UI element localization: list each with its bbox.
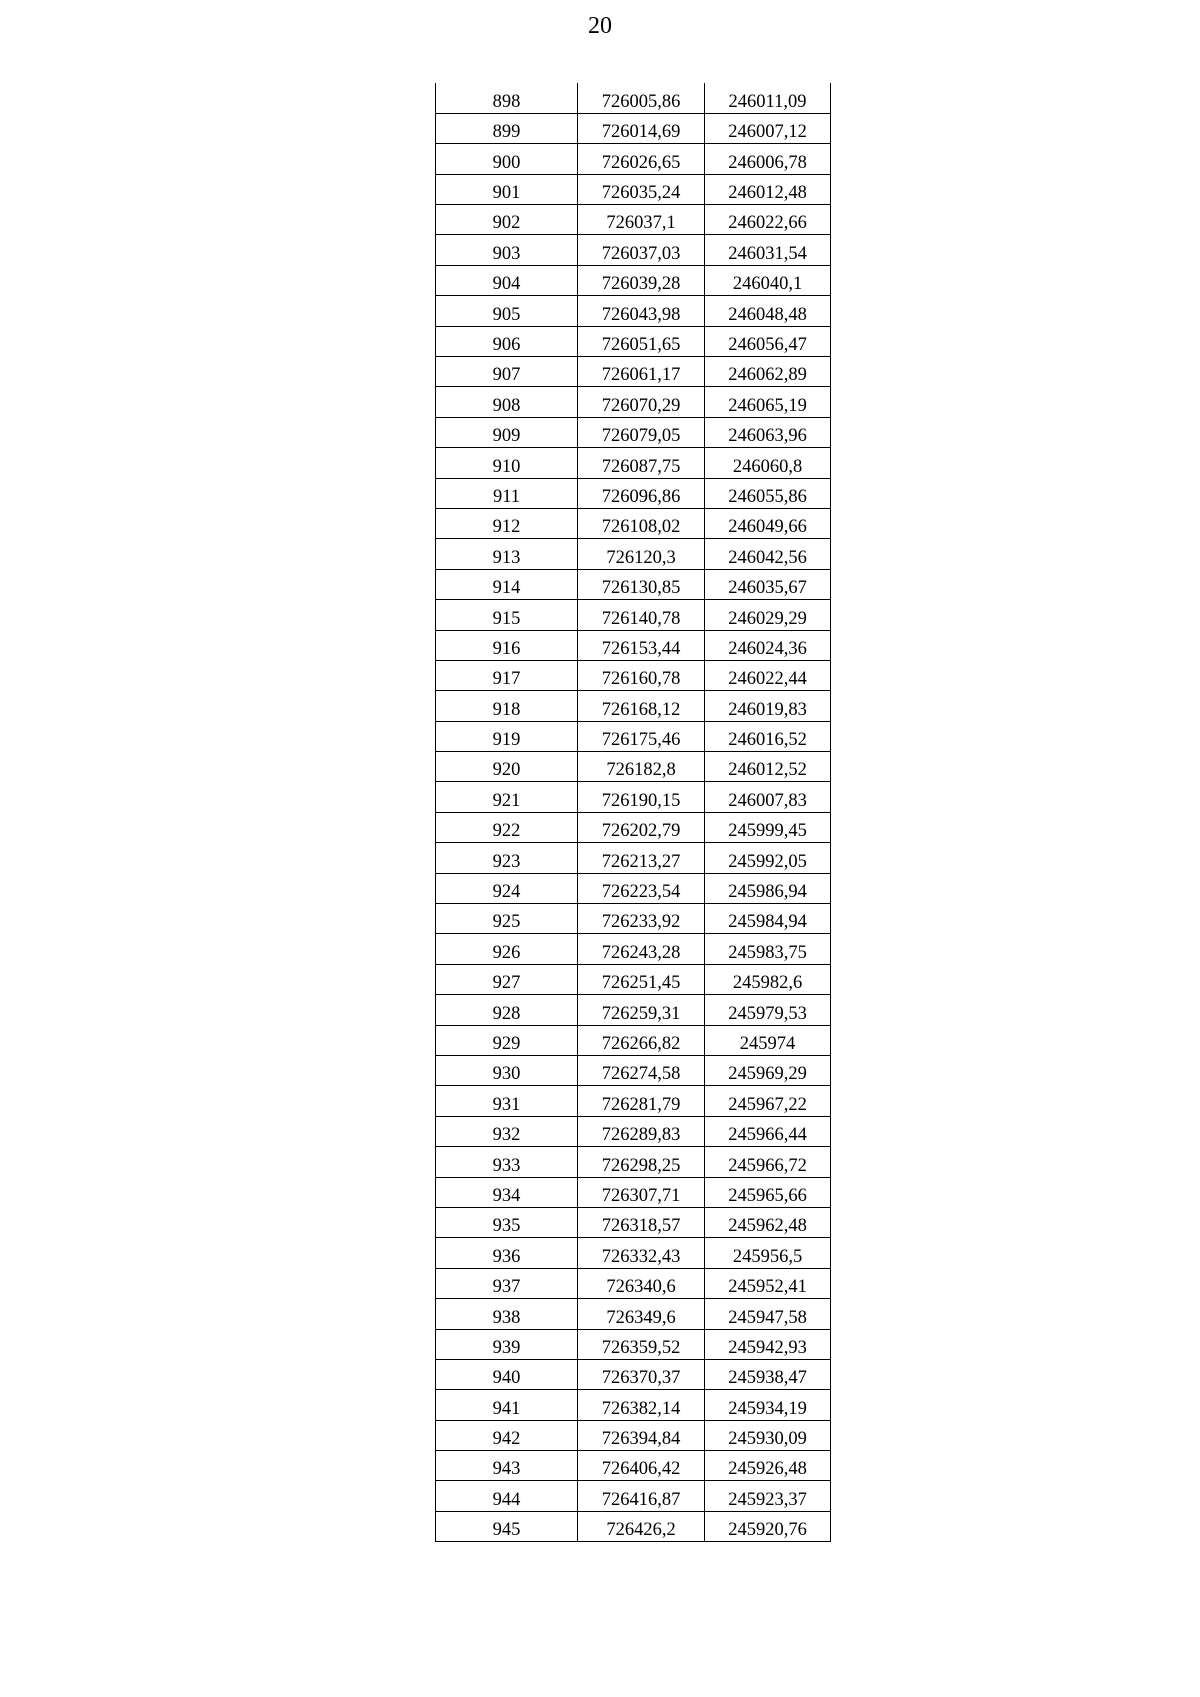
table-row [436,387,831,417]
y-coordinate-cell: 245926,48 [705,1451,831,1481]
x-coordinate-cell: 726318,57 [578,1207,705,1237]
point-number-cell: 907 [436,357,578,387]
point-number-cell: 901 [436,174,578,204]
point-number-cell: 923 [436,843,578,873]
point-number-cell: 922 [436,812,578,842]
table-row [436,995,831,1025]
table-row [436,1451,831,1481]
y-coordinate-cell: 246048,48 [705,296,831,326]
table-row [436,205,831,235]
point-number-cell: 908 [436,387,578,417]
point-number-cell: 937 [436,1268,578,1298]
x-coordinate-cell: 726307,71 [578,1177,705,1207]
y-coordinate-cell: 246042,56 [705,539,831,569]
table-row [436,1238,831,1268]
table-row [436,174,831,204]
x-coordinate-cell: 726140,78 [578,600,705,630]
table-row [436,752,831,782]
table-row [436,1207,831,1237]
y-coordinate-cell: 245942,93 [705,1329,831,1359]
table-row [436,1481,831,1511]
table-row [436,235,831,265]
y-coordinate-cell: 245938,47 [705,1359,831,1389]
y-coordinate-cell: 246035,67 [705,569,831,599]
x-coordinate-cell: 726202,79 [578,812,705,842]
point-number-cell: 913 [436,539,578,569]
table-row [436,721,831,751]
table-row [436,691,831,721]
table-row [436,964,831,994]
table-row [436,508,831,538]
point-number-cell: 938 [436,1299,578,1329]
y-coordinate-cell: 245967,22 [705,1086,831,1116]
x-coordinate-cell: 726026,65 [578,144,705,174]
y-coordinate-cell: 245962,48 [705,1207,831,1237]
coordinates-table [435,83,831,1542]
x-coordinate-cell: 726289,83 [578,1116,705,1146]
y-coordinate-cell: 246029,29 [705,600,831,630]
y-coordinate-cell: 245982,6 [705,964,831,994]
y-coordinate-cell: 245979,53 [705,995,831,1025]
point-number-cell: 917 [436,660,578,690]
y-coordinate-cell: 246063,96 [705,417,831,447]
y-coordinate-cell: 245984,94 [705,904,831,934]
x-coordinate-cell: 726051,65 [578,326,705,356]
point-number-cell: 925 [436,904,578,934]
x-coordinate-cell: 726416,87 [578,1481,705,1511]
y-coordinate-cell: 246031,54 [705,235,831,265]
x-coordinate-cell: 726087,75 [578,448,705,478]
x-coordinate-cell: 726259,31 [578,995,705,1025]
x-coordinate-cell: 726340,6 [578,1268,705,1298]
point-number-cell: 932 [436,1116,578,1146]
point-number-cell: 916 [436,630,578,660]
table-row [436,569,831,599]
y-coordinate-cell: 245992,05 [705,843,831,873]
y-coordinate-cell: 245983,75 [705,934,831,964]
point-number-cell: 915 [436,600,578,630]
y-coordinate-cell: 245952,41 [705,1268,831,1298]
x-coordinate-cell: 726190,15 [578,782,705,812]
table-row [436,1025,831,1055]
table-row [436,1056,831,1086]
table-row [436,265,831,295]
point-number-cell: 943 [436,1451,578,1481]
x-coordinate-cell: 726043,98 [578,296,705,326]
y-coordinate-cell: 245974 [705,1025,831,1055]
y-coordinate-cell: 246006,78 [705,144,831,174]
point-number-cell: 935 [436,1207,578,1237]
x-coordinate-cell: 726037,03 [578,235,705,265]
y-coordinate-cell: 246012,52 [705,752,831,782]
table-row [436,144,831,174]
x-coordinate-cell: 726223,54 [578,873,705,903]
table-row [436,478,831,508]
y-coordinate-cell: 245956,5 [705,1238,831,1268]
y-coordinate-cell: 246060,8 [705,448,831,478]
y-coordinate-cell: 245923,37 [705,1481,831,1511]
y-coordinate-cell: 246022,66 [705,205,831,235]
x-coordinate-cell: 726070,29 [578,387,705,417]
x-coordinate-cell: 726281,79 [578,1086,705,1116]
y-coordinate-cell: 246007,12 [705,113,831,143]
y-coordinate-cell: 246055,86 [705,478,831,508]
y-coordinate-cell: 245966,44 [705,1116,831,1146]
y-coordinate-cell: 246024,36 [705,630,831,660]
y-coordinate-cell: 246062,89 [705,357,831,387]
point-number-cell: 926 [436,934,578,964]
point-number-cell: 939 [436,1329,578,1359]
x-coordinate-cell: 726426,2 [578,1511,705,1541]
x-coordinate-cell: 726153,44 [578,630,705,660]
y-coordinate-cell: 246049,66 [705,508,831,538]
point-number-cell: 899 [436,113,578,143]
point-number-cell: 940 [436,1359,578,1389]
y-coordinate-cell: 245930,09 [705,1420,831,1450]
table-row [436,83,831,113]
y-coordinate-cell: 246011,09 [705,83,831,113]
table-row [436,1299,831,1329]
x-coordinate-cell: 726370,37 [578,1359,705,1389]
x-coordinate-cell: 726394,84 [578,1420,705,1450]
x-coordinate-cell: 726298,25 [578,1147,705,1177]
x-coordinate-cell: 726079,05 [578,417,705,447]
table-row [436,812,831,842]
x-coordinate-cell: 726274,58 [578,1056,705,1086]
table-row [436,934,831,964]
y-coordinate-cell: 245966,72 [705,1147,831,1177]
x-coordinate-cell: 726349,6 [578,1299,705,1329]
x-coordinate-cell: 726382,14 [578,1390,705,1420]
table-row [436,1511,831,1541]
x-coordinate-cell: 726120,3 [578,539,705,569]
table-row [436,1147,831,1177]
point-number-cell: 920 [436,752,578,782]
point-number-cell: 936 [436,1238,578,1268]
table-row [436,782,831,812]
x-coordinate-cell: 726035,24 [578,174,705,204]
y-coordinate-cell: 246007,83 [705,782,831,812]
y-coordinate-cell: 246016,52 [705,721,831,751]
x-coordinate-cell: 726251,45 [578,964,705,994]
point-number-cell: 930 [436,1056,578,1086]
coordinates-table-body [436,83,831,1542]
y-coordinate-cell: 246012,48 [705,174,831,204]
page-number: 20 [588,13,612,39]
y-coordinate-cell: 245965,66 [705,1177,831,1207]
table-row [436,539,831,569]
table-row [436,843,831,873]
table-row [436,1420,831,1450]
point-number-cell: 912 [436,508,578,538]
x-coordinate-cell: 726108,02 [578,508,705,538]
point-number-cell: 929 [436,1025,578,1055]
point-number-cell: 927 [436,964,578,994]
point-number-cell: 914 [436,569,578,599]
table-row [436,630,831,660]
table-row [436,1086,831,1116]
point-number-cell: 941 [436,1390,578,1420]
x-coordinate-cell: 726182,8 [578,752,705,782]
x-coordinate-cell: 726266,82 [578,1025,705,1055]
table-row [436,448,831,478]
y-coordinate-cell: 245986,94 [705,873,831,903]
point-number-cell: 906 [436,326,578,356]
x-coordinate-cell: 726096,86 [578,478,705,508]
y-coordinate-cell: 246065,19 [705,387,831,417]
point-number-cell: 900 [436,144,578,174]
y-coordinate-cell: 245934,19 [705,1390,831,1420]
table-row [436,417,831,447]
table-row [436,1359,831,1389]
point-number-cell: 902 [436,205,578,235]
table-row [436,1268,831,1298]
table-row [436,113,831,143]
point-number-cell: 934 [436,1177,578,1207]
point-number-cell: 928 [436,995,578,1025]
table-row [436,326,831,356]
x-coordinate-cell: 726061,17 [578,357,705,387]
table-row [436,1390,831,1420]
x-coordinate-cell: 726168,12 [578,691,705,721]
point-number-cell: 898 [436,83,578,113]
point-number-cell: 919 [436,721,578,751]
y-coordinate-cell: 245920,76 [705,1511,831,1541]
table-row [436,357,831,387]
x-coordinate-cell: 726175,46 [578,721,705,751]
y-coordinate-cell: 246056,47 [705,326,831,356]
x-coordinate-cell: 726332,43 [578,1238,705,1268]
x-coordinate-cell: 726160,78 [578,660,705,690]
x-coordinate-cell: 726039,28 [578,265,705,295]
table-row [436,600,831,630]
point-number-cell: 945 [436,1511,578,1541]
point-number-cell: 944 [436,1481,578,1511]
point-number-cell: 911 [436,478,578,508]
point-number-cell: 918 [436,691,578,721]
y-coordinate-cell: 245947,58 [705,1299,831,1329]
point-number-cell: 942 [436,1420,578,1450]
x-coordinate-cell: 726037,1 [578,205,705,235]
x-coordinate-cell: 726130,85 [578,569,705,599]
x-coordinate-cell: 726213,27 [578,843,705,873]
point-number-cell: 904 [436,265,578,295]
table-row [436,873,831,903]
point-number-cell: 909 [436,417,578,447]
x-coordinate-cell: 726359,52 [578,1329,705,1359]
point-number-cell: 903 [436,235,578,265]
x-coordinate-cell: 726406,42 [578,1451,705,1481]
x-coordinate-cell: 726005,86 [578,83,705,113]
table-row [436,296,831,326]
table-row [436,904,831,934]
point-number-cell: 905 [436,296,578,326]
y-coordinate-cell: 246040,1 [705,265,831,295]
table-row [436,1116,831,1146]
x-coordinate-cell: 726014,69 [578,113,705,143]
point-number-cell: 921 [436,782,578,812]
y-coordinate-cell: 245999,45 [705,812,831,842]
point-number-cell: 924 [436,873,578,903]
table-row [436,660,831,690]
x-coordinate-cell: 726233,92 [578,904,705,934]
table-row [436,1177,831,1207]
point-number-cell: 933 [436,1147,578,1177]
y-coordinate-cell: 245969,29 [705,1056,831,1086]
y-coordinate-cell: 246019,83 [705,691,831,721]
point-number-cell: 931 [436,1086,578,1116]
table-row [436,1329,831,1359]
x-coordinate-cell: 726243,28 [578,934,705,964]
point-number-cell: 910 [436,448,578,478]
y-coordinate-cell: 246022,44 [705,660,831,690]
